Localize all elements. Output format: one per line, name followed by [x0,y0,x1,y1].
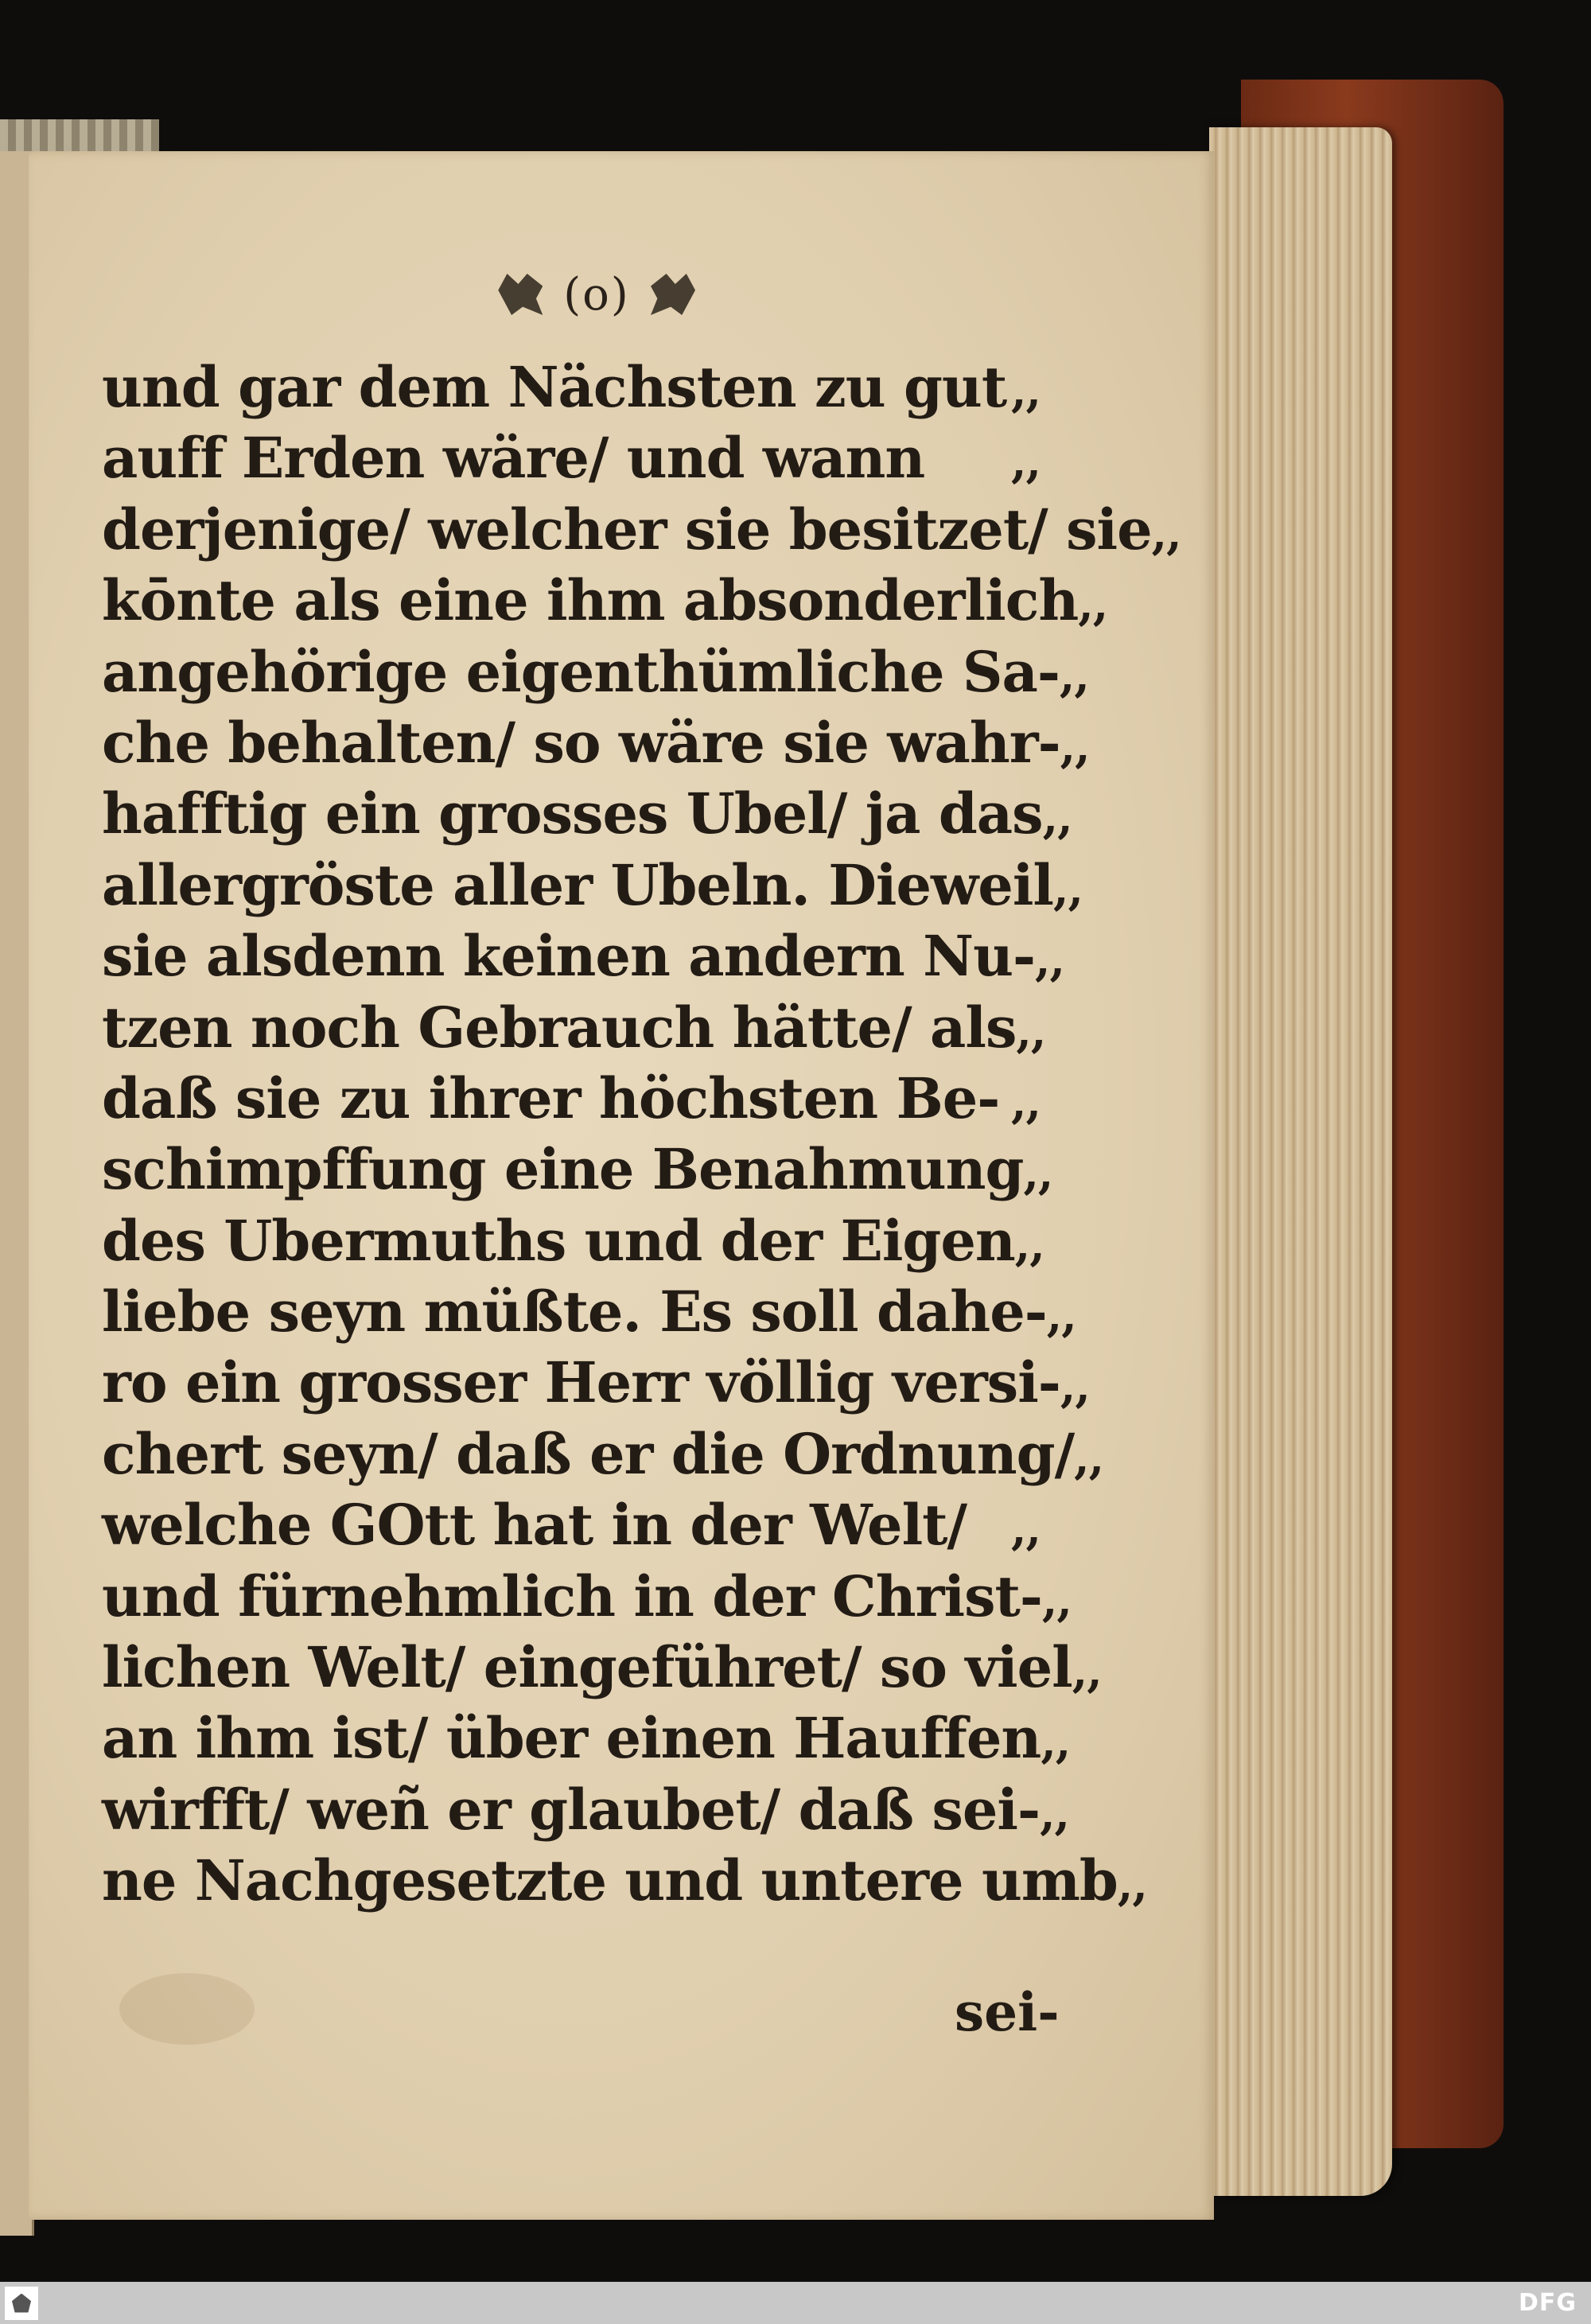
quote-mark: ,, [1060,720,1090,773]
dfg-credit: DFG [1518,2289,1577,2317]
line-text: auff Erden wäre/ und wann [102,425,925,492]
quote-mark: ,, [1072,1645,1102,1699]
line-text: an ihm ist/ über einen Hauffen [102,1705,1041,1772]
line-text: daß sie zu ihrer höchsten Be- [102,1065,1000,1131]
line-text: tzen noch Gebrauch hätte/ als [102,994,1017,1061]
body-text [102,354,1181,1919]
line-text: ne Nachgesetzte und untere umb [102,1847,1118,1914]
text-line [102,1136,1053,1207]
quote-mark: ,, [1041,1716,1071,1769]
line-text: chert seyn/ daß er die Ordnung/ [102,1420,1075,1487]
page-header [461,263,732,326]
text-line [102,425,1041,496]
text-line [102,567,1108,638]
line-text: und gar dem Nächsten zu gut [102,354,1007,420]
text-line [102,1634,1102,1705]
text-line [102,354,1041,425]
quote-mark: ,, [1046,1290,1076,1343]
quote-mark: ,, [1011,436,1041,489]
quote-mark: ,, [1023,1147,1053,1201]
text-line [102,781,1072,851]
text-line [102,496,1181,567]
text-line [102,1279,1076,1349]
line-text: allergröste aller Ubeln. Dieweil [102,851,1054,918]
ornament-left-icon [498,274,543,315]
ornament-right-icon [651,274,695,315]
quote-mark: ,, [1011,1076,1041,1129]
line-text: schimpffung eine Benahmung [102,1136,1024,1203]
text-line [102,1492,1041,1563]
quote-mark: ,, [1040,1787,1070,1840]
text-line [102,923,1065,994]
text-line [102,709,1090,781]
quote-mark: ,, [1060,1361,1090,1414]
line-text: ro ein grosser Herr völlig versi- [102,1349,1060,1416]
page-number: (o) [563,268,630,321]
quote-mark: ,, [1014,1218,1044,1271]
catchword: sei- [955,1981,1060,2043]
quote-mark: ,, [1117,1859,1147,1912]
text-line [102,1563,1072,1634]
quote-mark: ,, [1059,649,1089,703]
line-text: che behalten/ so wäre sie wahr- [102,709,1060,776]
line-text: sie alsdenn keinen andern Nu- [102,923,1036,990]
line-text: welche GOtt hat in der Welt/ [102,1492,967,1559]
line-text: hafftig ein grosses Ubel/ ja das [102,781,1043,847]
library-logo-icon[interactable] [5,2287,38,2320]
text-line [102,638,1089,710]
quote-mark: ,, [1042,792,1072,845]
line-text: wirfft/ weñ er glaubet/ daß sei- [102,1776,1041,1843]
quote-mark: ,, [1151,507,1181,560]
text-line [102,1847,1147,1918]
line-text: lichen Welt/ eingeführet/ so viel [102,1634,1072,1701]
line-text: derjenige/ welcher sie besitzet/ sie [102,496,1152,563]
line-text: angehörige eigenthümliche Sa- [102,638,1060,705]
text-line [102,1420,1104,1492]
line-text: und fürnehmlich in der Christ- [102,1563,1042,1629]
text-line [102,994,1046,1065]
viewer-footer [0,2282,1591,2324]
text-line [102,1349,1090,1420]
quote-mark: ,, [1074,1431,1104,1485]
line-text: des Ubermuths und der Eigen [102,1207,1015,1274]
quote-mark: ,, [1041,1574,1072,1627]
text-line [102,1207,1044,1279]
quote-mark: ,, [1078,578,1108,632]
text-line [102,1705,1071,1776]
quote-mark: ,, [1053,862,1083,916]
quote-mark: ,, [1016,1005,1046,1058]
text-line [102,851,1083,923]
quote-mark: ,, [1011,365,1041,418]
quote-mark: ,, [1011,1503,1041,1556]
line-text: liebe seyn müßte. Es soll dahe- [102,1279,1047,1345]
page-stain [119,1973,255,2045]
text-line [102,1776,1070,1847]
page-edges [1209,127,1392,2196]
quote-mark: ,, [1035,934,1065,987]
line-text: kōnte als eine ihm absonderlich [102,567,1079,634]
text-line [102,1065,1041,1136]
